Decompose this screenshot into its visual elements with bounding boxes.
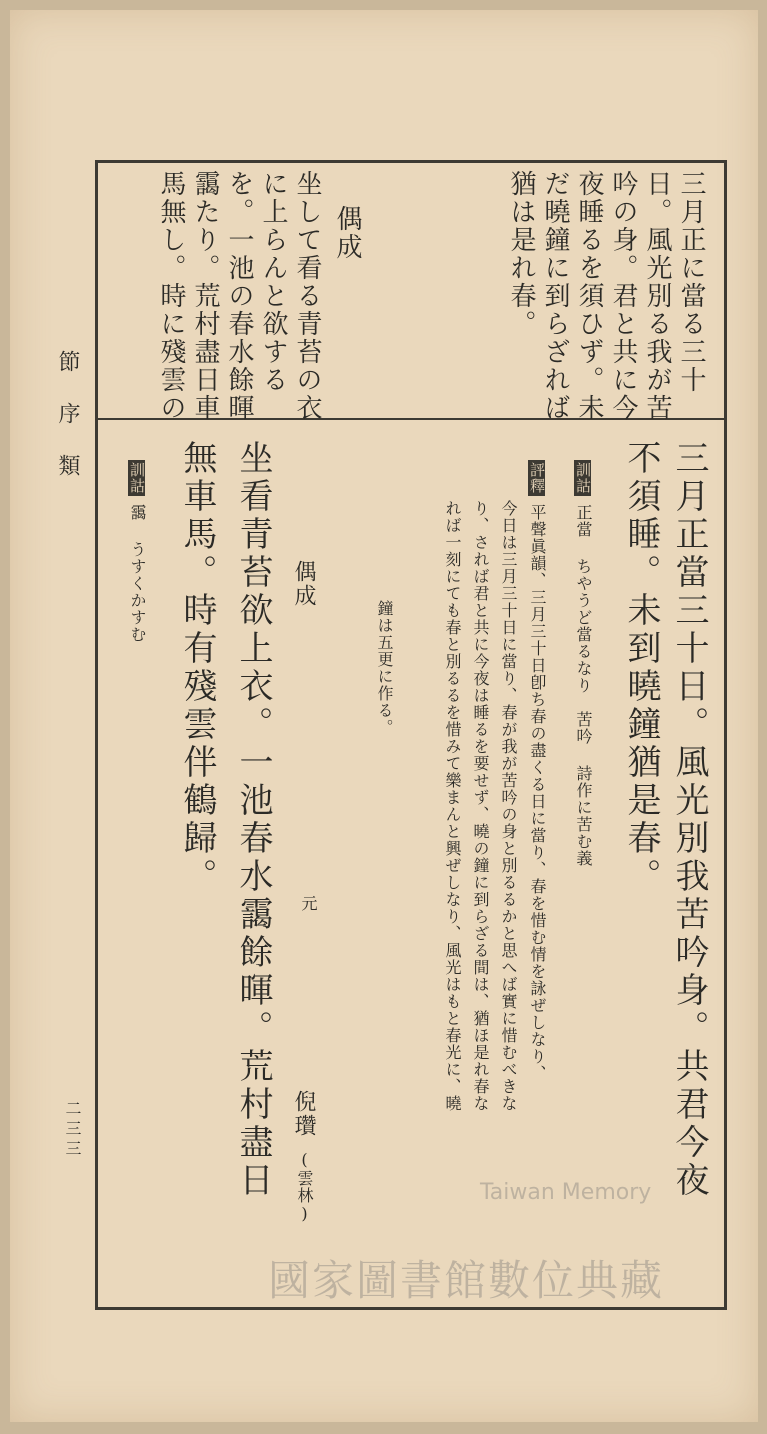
poem1-line: 不須睡。未到曉鐘猶是春。 <box>621 440 661 896</box>
hyoshaku-block <box>528 460 545 1082</box>
upper-col: 吟の身。君と共に今 <box>608 170 638 422</box>
upper-col: を。一池の春水餘暉 <box>224 170 254 422</box>
poem2-author-alias: (雲林) <box>295 1150 314 1224</box>
upper-col: 坐して看る青苔の衣 <box>292 170 322 422</box>
upper-col: に上らんと欲する <box>258 170 288 394</box>
upper-col: 夜睡るを須ひず。未 <box>574 170 604 422</box>
poem2-dynasty: 元 <box>299 895 318 912</box>
upper-col: 三月正に當る三十 <box>676 170 706 394</box>
upper-col: だ曉鐘に到らざれば <box>540 170 570 422</box>
poem2-line: 無車馬。時有殘雲伴鶴歸。 <box>177 440 217 896</box>
poem2-title: 偶成 <box>291 560 316 608</box>
upper-col: 馬無し。時に殘雲の <box>156 170 186 422</box>
upper-col: 靄たり。荒村盡日車 <box>190 170 220 422</box>
hyoshaku-line: 今日は三月三十日に當り、春が我が苦吟の身と別るるかと思へば實に惜むべきな <box>499 500 518 1112</box>
page-number: 二三三 <box>63 1100 82 1160</box>
hyoshaku-line: れば一刻にても春と別るるを惜みて樂まんと興ぜしなり、風光はもと春光に、曉 <box>443 500 462 1112</box>
hyoshaku-text: 平聲眞韻、三月三十日卽ち春の盡くる日に當り、春を惜む情を詠ぜしなり、 <box>528 504 547 1082</box>
upper-poem-title: 偶成 <box>332 205 362 261</box>
kunko-text: 正當 ちやうど當るなり 苦吟 詩作に苦む義 <box>574 504 593 867</box>
poem2-line: 坐看青苔欲上衣。一池春水靄餘暉。荒村盡日 <box>233 440 273 1200</box>
watermark-logo-en: Taiwan Memory <box>480 1180 652 1205</box>
kunko-tag: 訓詁 <box>574 462 592 494</box>
hyoshaku-tag: 評釋 <box>528 462 546 494</box>
poem1-line: 三月正當三十日。風光別我苦吟身。共君今夜 <box>669 440 709 1200</box>
hyoshaku-line: り、されば君と共に今夜は睡るを要せず、曉の鐘に到らざる間は、猶ほ是れ春な <box>471 500 490 1112</box>
kunko2-block <box>128 460 145 643</box>
watermark-institution: 國家圖書館數位典藏 <box>268 1256 665 1305</box>
kunko-block <box>574 460 591 867</box>
upper-col: 猶は是れ春。 <box>506 170 536 338</box>
kunko2-tag: 訓詁 <box>128 462 146 494</box>
kunko2-text: 靄 うすくかすむ <box>128 504 147 643</box>
poem2-author: 倪瓚 <box>291 1090 316 1138</box>
upper-col: 日。風光別る我が苦 <box>642 170 672 422</box>
section-title: 節序類 <box>55 350 80 506</box>
hyoshaku-line: 鐘は五更に作る。 <box>375 600 394 736</box>
